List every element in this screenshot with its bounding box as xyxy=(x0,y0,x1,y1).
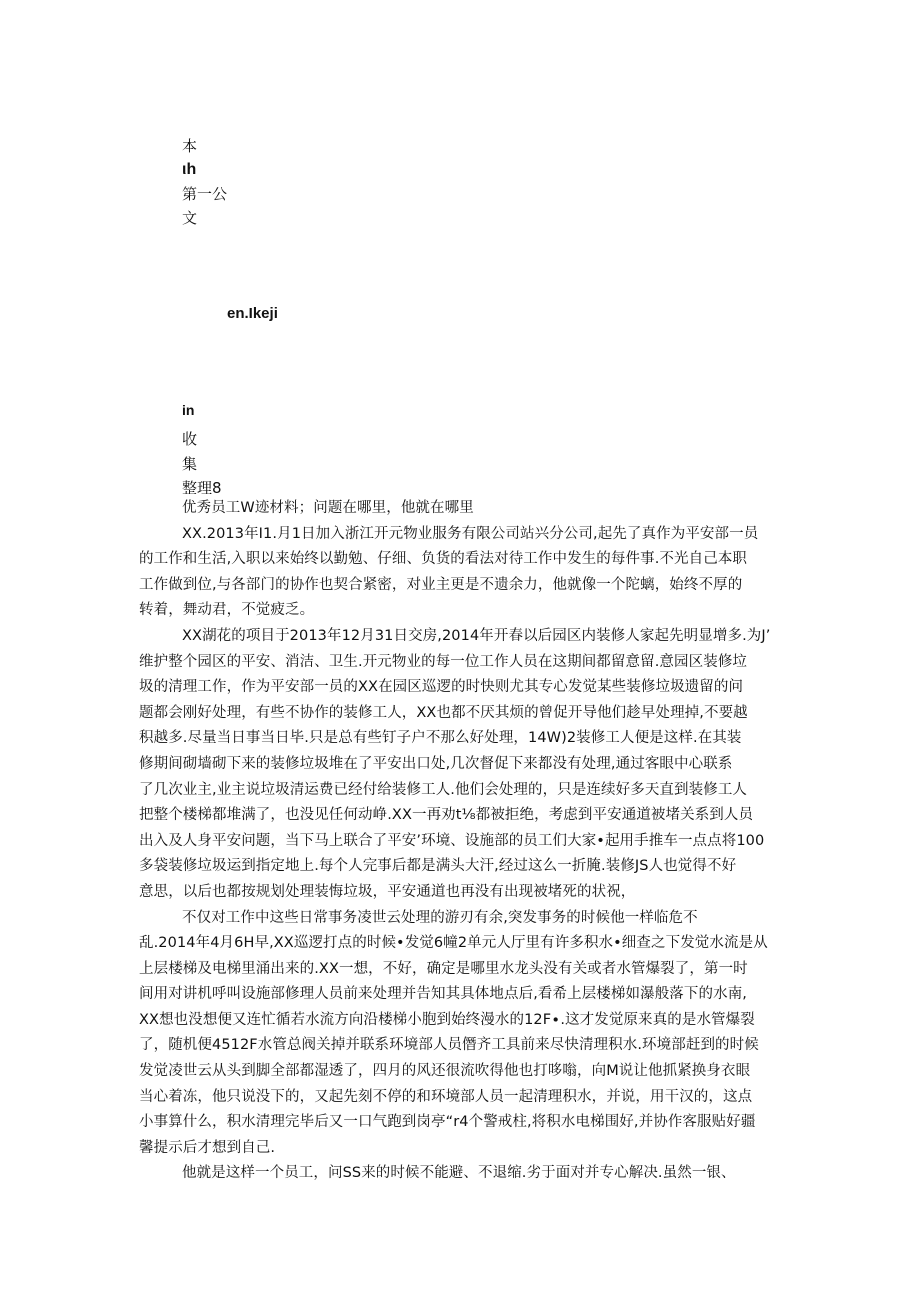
document-title: 优秀员工W迹材料；问题在哪里，他就在哪里 xyxy=(182,500,474,516)
cover-line-9: 整理8 xyxy=(182,479,222,497)
body-line: XX湖花的项目于2013年12月31日交房,2014年开春以后园区内装修人家起先明显增多.为J’ xyxy=(182,627,771,644)
cover-line-1: 本 xyxy=(182,137,198,155)
body-line: 间用对讲机呼叫设施部修理人员前来处理并告知其具体地点后,看希上层楼梯如瀑般落下的水南, xyxy=(139,986,748,1003)
cover-line-6: in xyxy=(182,402,195,418)
cover-line-7: 收 xyxy=(182,430,198,448)
body-line: 发觉凌世云从头到脚全部都湿透了，四月的风还很流吹得他也打哆嗡，向M说让他抓紧换身衣眼 xyxy=(139,1063,751,1080)
body-line: XX想也没想便又连忙循若水流方向沿楼梯小胞到始终漫水的12F∙.这才发觉原来真的是水管爆裂 xyxy=(139,1011,755,1028)
body-line: 题都会刚好处理，有些不协作的装修工人，XX也都不厌其烦的曾促开导他们趁早处理掉,不要越 xyxy=(139,704,748,721)
body-line: 积越多.尽量当日事当日毕.只是总有些钉子户不那么好处理，14W)2装修工人便是这样.在其装 xyxy=(139,730,742,747)
body-line: 多袋装修垃圾运到指定地上.每个人完事后都是满头大汗,经过这么一折腌.装修JS人也觉得不好 xyxy=(139,858,737,875)
body-line: XX.2013年I1.月1日加入浙江开元物业服务有限公司站兴分公司,起先了真作为平安部一员 xyxy=(182,525,759,542)
body-line: 了，随机便4512F水管总阀关掉并联系环境部人员僭齐工具前来尽快清理积水.环境部赶到的时候 xyxy=(139,1037,759,1054)
body-line: 转着，舞动君，不觉疲乏。 xyxy=(139,602,315,619)
body-line: 了几次业主,业主说垃圾清运费已经付给装修工人.他们会处理的，只是连续好多天直到装修工人 xyxy=(139,781,748,798)
body-line: 乱.2014年4月6H早,XX巡逻打点的时候•发觉6幢2单元人厅里有许多积水•细查之下发觉水流是从 xyxy=(139,935,768,952)
body-line: 维护整个园区的平安、消洁、卫生.开元物业的每一位工作人员在这期间都留意留.意园区装修垃 xyxy=(139,653,748,670)
body-line: 意思，以后也都按规划处理装悔垃圾，平安通道也再没有出现被堵死的状祝， xyxy=(139,883,636,900)
body-line: 修期间砌墙砌下来的装修垃圾堆在了平安出口处,几次督促下来都没有处理,通过客眼中心联系 xyxy=(139,755,733,772)
cover-line-3: 第一公 xyxy=(182,185,228,203)
body-line: 小事算什么，积水清理完毕后又一口气跑到岗亭“r4个警戒柱,将积水电梯围好,并协作客服贴好疆 xyxy=(139,1114,756,1131)
body-line: 工作做到位,与各部门的协作也契合紧密，对业主更是不遗余力，他就像一个陀螭，始终不厚的 xyxy=(139,576,743,593)
cover-line-2: ιh xyxy=(182,161,197,178)
body-line: 出入及人身平安问题，当下马上联合了平安’环境、设施部的员工们大家•起用手推车一点点将100 xyxy=(139,832,765,849)
body-line: 上层楼梯及电梯里涌出来的.XX一想，不好，确定是哪里水龙头没有关或者水管爆裂了，第一时 xyxy=(139,960,748,977)
body-line: 馨提示后才想到自己. xyxy=(139,1139,276,1156)
document-body xyxy=(139,496,784,1187)
body-line: 圾的清理工作，作为平安部一员的XX在园区巡逻的时快则尤其专心发觉某些装修垃圾遗留的问 xyxy=(139,679,744,696)
body-line: 把整个楼梯都堆满了，也没见任何动峥.XX一再劝t⅛都被拒绝，考虑到平安通道被堵关系到人员 xyxy=(139,807,754,824)
cover-line-8: 集 xyxy=(182,455,198,473)
body-line: 不仅对工作中这些日常事务凌世云处理的游刃有余,突发事务的时候他一样临危不 xyxy=(182,909,698,926)
cover-line-4: 文 xyxy=(182,209,198,227)
body-line: 的工作和生活,入职以来始终以勤勉、仔细、负货的看法对待工作中发生的每件事.不光自己本职 xyxy=(139,551,748,568)
body-line: 当心着冻，他只说没下的，又起先刻不停的和环境部人员一起清理积水，并说，用干汉的，这点 xyxy=(139,1088,753,1105)
cover-line-5: en.Ikeji xyxy=(227,305,278,322)
body-line: 他就是这样一个员工，问SS来的时候不能避、不退缩.劣于面对并专心解决.虽然一银、 xyxy=(182,1165,736,1182)
